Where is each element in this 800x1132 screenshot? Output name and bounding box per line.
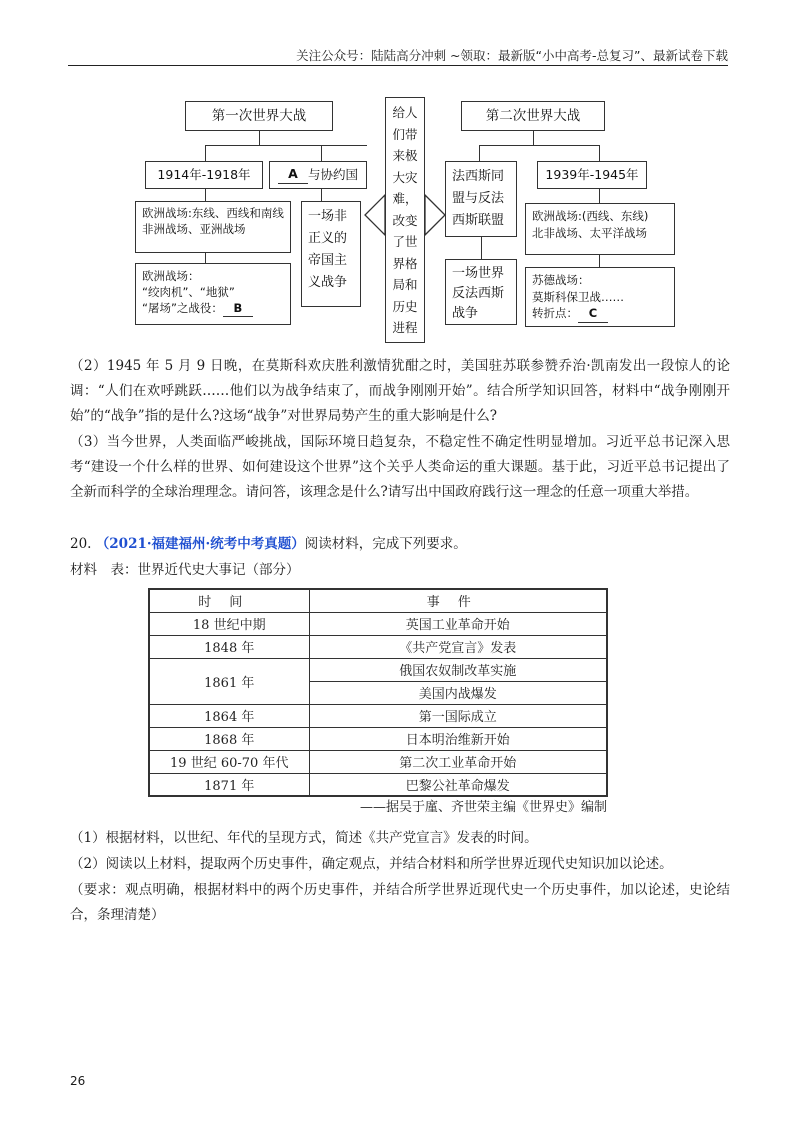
table-cell-event: 美国内战爆发 bbox=[309, 681, 607, 704]
ww2-title: 第二次世界大战 bbox=[485, 107, 581, 124]
table-source: ——据吴于廑、齐世荣主编《世界史》编制 bbox=[360, 800, 608, 815]
ww1-years-box bbox=[145, 161, 263, 189]
question-20-heading bbox=[70, 532, 730, 557]
table-cell-time: 1861 年 bbox=[149, 658, 309, 704]
ww1-battles-2: “屠场”之战役： bbox=[142, 301, 223, 316]
ww1-nature-box bbox=[301, 201, 361, 307]
ww1-title-box bbox=[185, 101, 333, 131]
ww2-sd-2: 转折点： bbox=[532, 306, 578, 321]
question-20-2: （2）阅读以上材料，提取两个历史事件，确定观点，并结合材料和所学世界近现代史知识加以论述。 bbox=[70, 856, 673, 872]
table-cell-time: 19 世纪 60-70 年代 bbox=[149, 750, 309, 773]
connector bbox=[205, 145, 206, 161]
connector bbox=[599, 255, 600, 267]
table-header-event: 事件 bbox=[309, 589, 607, 612]
ww1-years: 1914年-1918年 bbox=[157, 166, 251, 182]
table-cell-event: 日本明治维新开始 bbox=[309, 727, 607, 750]
question-20-source: （2021·福建福州·统考中考真题） bbox=[95, 536, 305, 552]
ww2-sd-box bbox=[525, 267, 675, 327]
war-diagram bbox=[135, 95, 675, 345]
table-row bbox=[149, 750, 607, 773]
ww1-battles-label: 欧洲战场： bbox=[142, 269, 200, 283]
table-cell-time: 1868 年 bbox=[149, 727, 309, 750]
table-header-time: 时间 bbox=[149, 589, 309, 612]
table-row bbox=[149, 612, 607, 635]
table-cell-event: 俄国农奴制改革实施 bbox=[309, 658, 607, 681]
page-number: 26 bbox=[70, 1074, 86, 1088]
ww1-nature: 一场非正义的帝国主义战争 bbox=[308, 209, 348, 290]
ww1-allies: 与协约国 bbox=[307, 166, 358, 182]
ww2-years: 1939年-1945年 bbox=[545, 166, 639, 182]
question-20-1: （1）根据材料，以世纪、年代的呈现方式，简述《共产党宣言》发表的时间。 bbox=[70, 830, 538, 846]
history-table-wrap bbox=[148, 588, 608, 797]
table-cell-event: 《共产党宣言》发表 bbox=[309, 635, 607, 658]
ww2-nature-box bbox=[445, 259, 517, 325]
connector bbox=[481, 237, 482, 259]
table-cell-time: 1871 年 bbox=[149, 773, 309, 796]
table-cell-event: 巴黎公社革命爆发 bbox=[309, 773, 607, 796]
blank-b: B bbox=[223, 300, 253, 317]
ww2-sides-box bbox=[445, 161, 517, 237]
connector bbox=[205, 189, 206, 201]
connector bbox=[205, 145, 367, 146]
question-2: （2）1945 年 5 月 9 日晚，在莫斯科欢庆胜利激情犹酣之时，美国驻苏联参赞乔治·凯南发出一段惊人的论调：“人们在欢呼跳跃……他们以为战争结束了，而战争刚刚开始”。结合所学知识回答，材料中“战争刚刚开始”的“战争”指的是什么?这场“战争”对世界局势产生的重大影响是什么? bbox=[70, 358, 730, 424]
ww2-sides: 法西斯同盟与反法西斯联盟 bbox=[452, 169, 505, 228]
table-row bbox=[149, 635, 607, 658]
table-cell-event: 第一国际成立 bbox=[309, 704, 607, 727]
ww2-fronts-2: 北非战场、太平洋战场 bbox=[532, 226, 647, 241]
table-cell-event: 英国工业革命开始 bbox=[309, 612, 607, 635]
table-row bbox=[149, 727, 607, 750]
connector bbox=[321, 145, 322, 161]
center-text: 给人们带来极大灾难，改变了世界格局和历史进程 bbox=[392, 105, 418, 335]
ww2-years-box bbox=[537, 161, 647, 189]
table-row bbox=[149, 704, 607, 727]
page-header bbox=[68, 44, 728, 66]
connector bbox=[599, 145, 600, 161]
connector bbox=[599, 189, 600, 203]
ww2-nature: 一场世界反法西斯战争 bbox=[452, 266, 505, 321]
question-20-requirement: （要求：观点明确，根据材料中的两个历史事件，并结合所学世界近现代史一个历史事件，加以论述，史论结合，条理清楚） bbox=[70, 882, 730, 923]
ww2-title-box bbox=[461, 101, 605, 131]
connector bbox=[479, 145, 480, 161]
question-3: （3）当今世界，人类面临严峻挑战，国际环境日趋复杂，不稳定性不确定性明显增加。习近平总书记深入思考“建设一个什么样的世界、如何建设这个世界”这个关乎人类命运的重大课题。基于此，习近平总书记提出了全新而科学的全球治理理念。请问答，该理念是什么?请写出中国政府践行这一理念的任意一项重大举措。 bbox=[70, 434, 730, 500]
table-row bbox=[149, 658, 607, 681]
blank-c: C bbox=[578, 305, 608, 323]
table-cell-time: 1848 年 bbox=[149, 635, 309, 658]
connector bbox=[321, 189, 322, 201]
ww2-sd-1: 莫斯科保卫战…… bbox=[532, 289, 624, 304]
ww2-fronts-box bbox=[525, 203, 675, 255]
connector bbox=[533, 131, 534, 145]
connector bbox=[479, 145, 599, 146]
connector bbox=[259, 131, 260, 145]
table-cell-time: 18 世纪中期 bbox=[149, 612, 309, 635]
ww2-sd-label: 苏德战场： bbox=[532, 273, 590, 287]
table-cell-event: 第二次工业革命开始 bbox=[309, 750, 607, 773]
header-text: 关注公众号：陆陆高分冲刺 ~领取：最新版“小中高考-总复习”、最新试卷下载 bbox=[296, 48, 728, 63]
question-20-instruction: 阅读材料，完成下列要求。 bbox=[304, 536, 467, 552]
ww1-battles-box bbox=[135, 263, 291, 325]
material-label: 材料 表：世界近代史大事记（部分） bbox=[70, 562, 300, 578]
center-box bbox=[385, 97, 425, 343]
ww1-sides-box bbox=[269, 161, 367, 189]
table-cell-time: 1864 年 bbox=[149, 704, 309, 727]
table-row bbox=[149, 773, 607, 796]
ww1-fronts-box bbox=[135, 201, 291, 253]
blank-a: A bbox=[278, 166, 308, 184]
ww1-title: 第一次世界大战 bbox=[211, 107, 307, 124]
ww1-battles-1: “绞肉机”、“地狱” bbox=[142, 285, 235, 300]
question-20-number: 20. bbox=[70, 536, 92, 552]
ww1-fronts: 欧洲战场:东线、西线和南线 非洲战场、亚洲战场 bbox=[142, 206, 284, 236]
connector bbox=[205, 253, 206, 263]
ww2-fronts-1: 欧洲战场:(西线、东线) bbox=[532, 209, 649, 223]
history-table bbox=[148, 588, 608, 797]
